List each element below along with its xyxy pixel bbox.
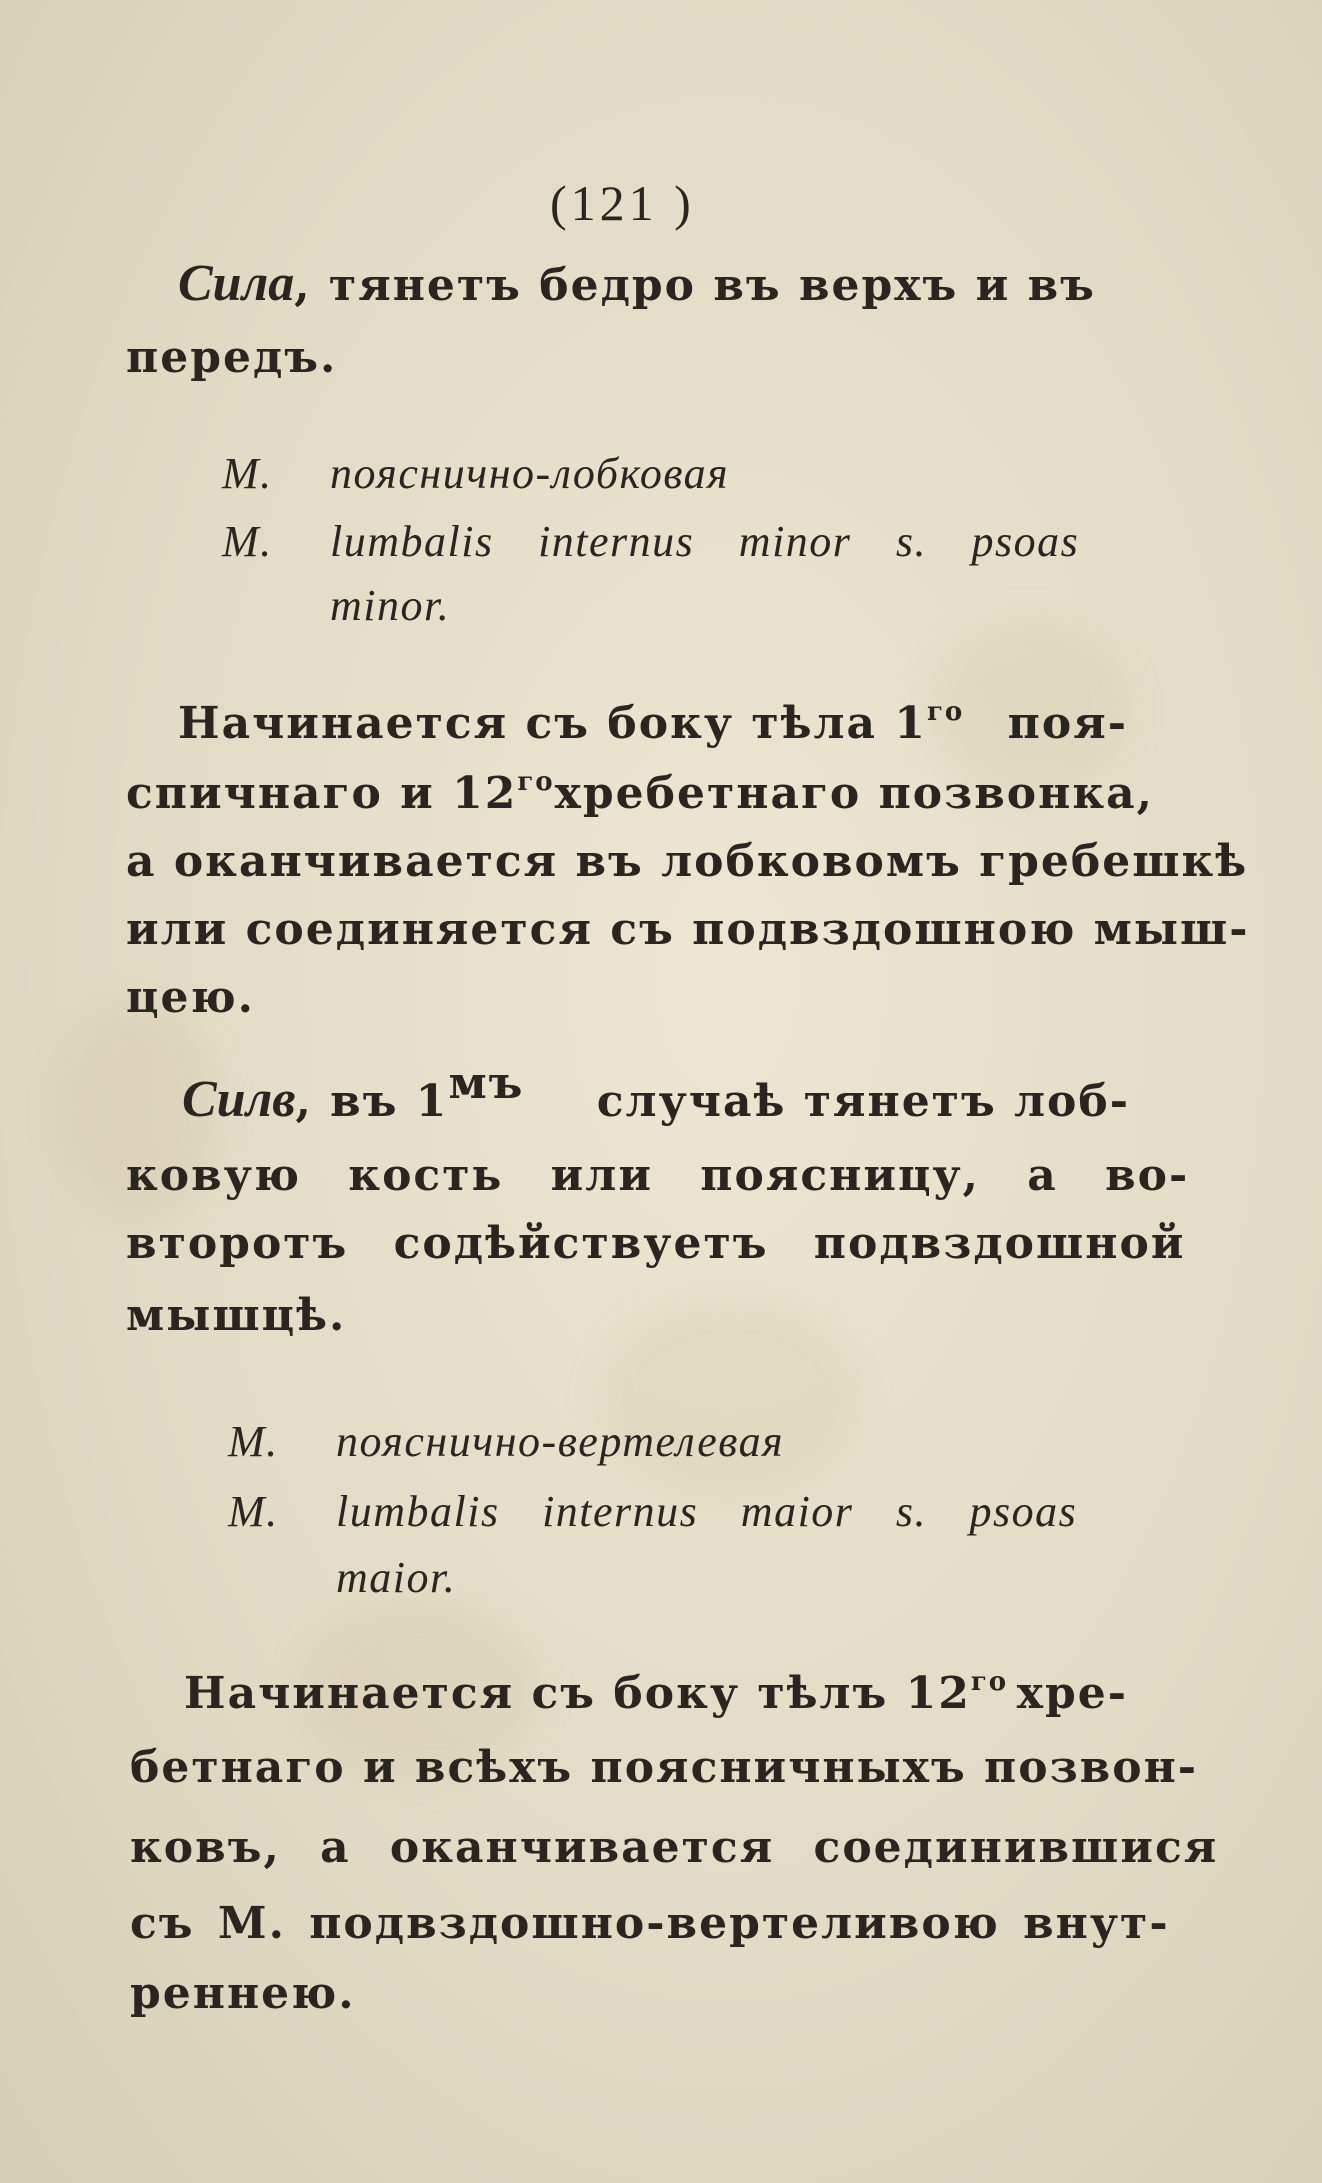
paragraph-1-line-2: передъ. xyxy=(126,332,338,383)
paragraph-3-line-2: ковую кость или поясницу, а во- xyxy=(126,1150,1190,1201)
paragraph-2-line-1-part-b: поя- xyxy=(1007,698,1128,749)
superscript: мъ xyxy=(448,1058,525,1109)
paragraph-2-line-4: или соединяется съ подвздошною мыш- xyxy=(126,904,1250,955)
paragraph-3-line-1-part-a: , въ 1 xyxy=(295,1076,449,1127)
heading-2-line-1 xyxy=(228,1417,1128,1466)
paragraph-3-line-3: второтъ содѣйствуетъ подвздошной xyxy=(126,1218,1186,1269)
paper-stain xyxy=(600,1300,860,1500)
paragraph-2-line-5: цею. xyxy=(126,972,255,1023)
paragraph-2-line-2-part-a: спичнаго и 12 xyxy=(126,768,518,819)
paragraph-4-line-5: реннею. xyxy=(130,1968,356,2019)
heading-2-latin-title: lumbalis internus maior s. psoas xyxy=(336,1487,1078,1536)
paragraph-3-line-1-part-b: случаѣ тянетъ лоб- xyxy=(596,1076,1130,1127)
heading-1-line-1 xyxy=(222,449,1122,498)
heading-2-russian-title: пояснично-вертелевая xyxy=(336,1417,785,1466)
paragraph-2-line-2-part-b: хребетнаго позвонка, xyxy=(554,768,1154,819)
heading-1-m-label-2: М. xyxy=(222,517,273,566)
heading-1-latin-title: lumbalis internus minor s. psoas xyxy=(330,517,1080,566)
paragraph-4-line-2: бетнаго и всѣхъ поясничныхъ позвон- xyxy=(130,1742,1199,1793)
heading-2-line-3: maior. xyxy=(336,1553,457,1602)
heading-1-russian-title: поясничнo-лобковая xyxy=(330,449,730,498)
paragraph-4-line-1-part-b: хре- xyxy=(1016,1668,1128,1719)
paragraph-2-line-1-part-a: Начинается съ боку тѣла 1 xyxy=(178,698,927,749)
heading-2-m-label: М. xyxy=(228,1417,279,1466)
paragraph-2-line-2-text xyxy=(126,767,555,819)
heading-2-line-2 xyxy=(228,1487,1128,1536)
superscript: го xyxy=(970,1667,1009,1697)
paragraph-4-line-3: ковъ, а оканчивается соединившися xyxy=(130,1822,1219,1873)
page-number: (121 ) xyxy=(550,175,695,231)
heading-1-m-label: М. xyxy=(222,449,273,498)
paragraph-2-line-1-text xyxy=(178,697,965,749)
superscript: го xyxy=(927,697,965,727)
paragraph-2-line-1 xyxy=(178,697,1128,749)
paragraph-1-lead: Сила xyxy=(178,255,295,312)
paragraph-3-lead: Силв xyxy=(182,1071,296,1128)
paragraph-4-line-1-text xyxy=(184,1667,1009,1719)
paragraph-2-line-2 xyxy=(126,767,1154,819)
paragraph-2-line-3: а оканчивается въ лобковомъ гребешкѣ xyxy=(126,836,1249,887)
paragraph-4-line-1-part-a: Начинается съ боку тѣлъ 12 xyxy=(184,1668,971,1719)
paragraph-1-line-1-text: , тянетъ бедро въ верхъ и въ xyxy=(294,260,1096,311)
paragraph-4-line-1 xyxy=(184,1667,1128,1719)
paragraph-3-line-4: мышцѣ. xyxy=(126,1290,347,1341)
heading-1-line-2 xyxy=(222,517,1122,566)
paragraph-1-line-1 xyxy=(178,255,1120,312)
paragraph-3-line-1-start xyxy=(182,1058,525,1128)
paragraph-3-line-1 xyxy=(182,1058,1130,1128)
superscript: го xyxy=(517,767,555,797)
heading-2-m-label-2: М. xyxy=(228,1487,279,1536)
heading-1-line-3: minor. xyxy=(330,581,451,630)
paragraph-4-line-4: съ М. подвздошно-вертеливою внут- xyxy=(130,1898,1170,1949)
